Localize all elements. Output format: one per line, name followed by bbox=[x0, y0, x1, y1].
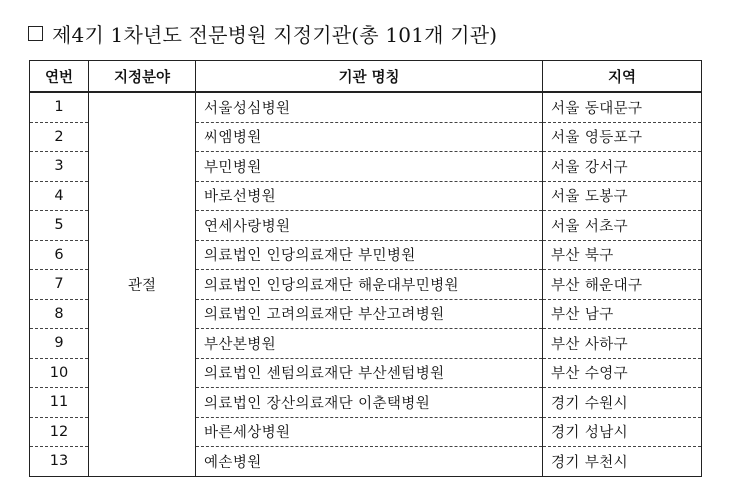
cell-region: 부산 수영구 bbox=[543, 358, 702, 388]
cell-field: 관절 bbox=[89, 92, 196, 476]
page-title-text: 제4기 1차년도 전문병원 지정기관(총 101개 기관) bbox=[52, 22, 498, 47]
hospital-table bbox=[29, 60, 702, 477]
cell-region: 부산 해운대구 bbox=[543, 270, 702, 300]
cell-no: 11 bbox=[30, 388, 89, 418]
cell-no: 13 bbox=[30, 447, 89, 477]
page-title bbox=[28, 18, 497, 48]
cell-name: 예손병원 bbox=[196, 447, 543, 477]
header-no: 연번 bbox=[30, 61, 89, 93]
cell-no: 9 bbox=[30, 329, 89, 359]
table-header-row bbox=[30, 61, 702, 93]
cell-name: 의료법인 고려의료재단 부산고려병원 bbox=[196, 299, 543, 329]
cell-name: 부산본병원 bbox=[196, 329, 543, 359]
cell-no: 2 bbox=[30, 122, 89, 152]
cell-no: 10 bbox=[30, 358, 89, 388]
cell-no: 8 bbox=[30, 299, 89, 329]
table-row bbox=[30, 92, 702, 122]
cell-name: 바로선병원 bbox=[196, 181, 543, 211]
cell-no: 7 bbox=[30, 270, 89, 300]
cell-name: 의료법인 인당의료재단 부민병원 bbox=[196, 240, 543, 270]
header-name: 기관 명칭 bbox=[196, 61, 543, 93]
cell-region: 부산 남구 bbox=[543, 299, 702, 329]
cell-region: 서울 도봉구 bbox=[543, 181, 702, 211]
cell-region: 경기 부천시 bbox=[543, 447, 702, 477]
header-region: 지역 bbox=[543, 61, 702, 93]
cell-name: 의료법인 장산의료재단 이춘택병원 bbox=[196, 388, 543, 418]
cell-no: 12 bbox=[30, 417, 89, 447]
cell-region: 부산 사하구 bbox=[543, 329, 702, 359]
cell-name: 바른세상병원 bbox=[196, 417, 543, 447]
cell-name: 씨엠병원 bbox=[196, 122, 543, 152]
cell-region: 서울 영등포구 bbox=[543, 122, 702, 152]
cell-region: 서울 동대문구 bbox=[543, 92, 702, 122]
cell-region: 경기 수원시 bbox=[543, 388, 702, 418]
checkbox-icon bbox=[28, 26, 43, 41]
cell-no: 4 bbox=[30, 181, 89, 211]
cell-region: 서울 서초구 bbox=[543, 211, 702, 241]
cell-region: 경기 성남시 bbox=[543, 417, 702, 447]
cell-no: 1 bbox=[30, 92, 89, 122]
header-field: 지정분야 bbox=[89, 61, 196, 93]
cell-region: 부산 북구 bbox=[543, 240, 702, 270]
cell-name: 의료법인 인당의료재단 해운대부민병원 bbox=[196, 270, 543, 300]
cell-no: 6 bbox=[30, 240, 89, 270]
cell-name: 연세사랑병원 bbox=[196, 211, 543, 241]
table-body bbox=[30, 92, 702, 476]
cell-region: 서울 강서구 bbox=[543, 152, 702, 182]
cell-no: 3 bbox=[30, 152, 89, 182]
cell-no: 5 bbox=[30, 211, 89, 241]
cell-name: 서울성심병원 bbox=[196, 92, 543, 122]
cell-name: 의료법인 센텀의료재단 부산센텀병원 bbox=[196, 358, 543, 388]
cell-name: 부민병원 bbox=[196, 152, 543, 182]
